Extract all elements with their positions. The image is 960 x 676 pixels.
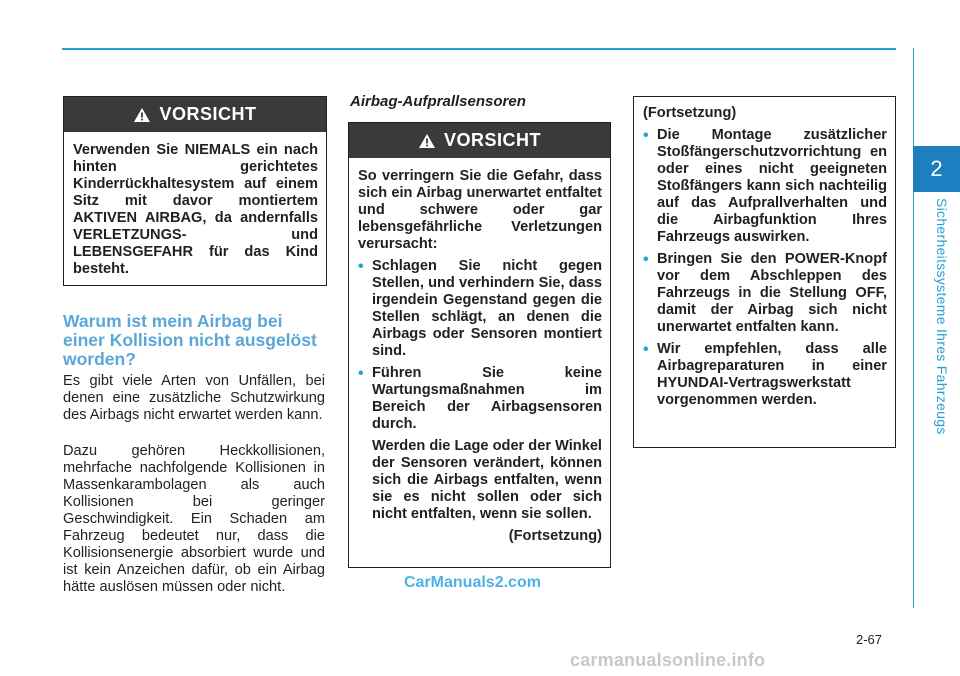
chapter-title: Sicherheitssysteme Ihres Fahrzeugs xyxy=(934,198,950,435)
bullet-item xyxy=(643,251,887,336)
paragraph-2: Dazu gehören Heckkollisionen, mehrfache nachfolgende Kollisionen in Massenkarambolagen als auch Kollisionen bei geringer Geschwindigkeit. Ein Schaden am Fahrzeug bedeutet nur, dass die Kollisionsenergie absorbiert wurde und ist kein Anzeichen dafür, ob ein Airbag hätte auslösen müssen oder nicht. xyxy=(63,443,325,595)
chapter-number-tab: 2 xyxy=(913,146,960,192)
watermark-link[interactable]: CarManuals2.com xyxy=(404,574,541,591)
bullet-icon: • xyxy=(358,365,364,382)
header-rule xyxy=(62,48,896,50)
caution-text: Verwenden Sie NIEMALS ein nach hinten gerichtetes Kinderrückhaltesystem auf einem Sitz mit davor montiertem AKTIVEN AIRBAG, da andernfalls VERLETZUNGS- und LEBENSGEFAHR für das Kind besteht. xyxy=(73,142,318,277)
continued-label: (Fortsetzung) xyxy=(508,528,602,544)
caution-title: VORSICHT xyxy=(443,130,541,150)
bullet-item xyxy=(358,365,602,433)
caution-intro: So verringern Sie die Gefahr, dass sich ein Airbag unerwartet entfaltet und schwere oder gar lebensgefährliche Verletzungen verursacht: xyxy=(358,168,602,252)
caution-box-left xyxy=(63,96,327,286)
paragraph-1: Es gibt viele Arten von Unfällen, bei denen eine zusätzliche Schutzwirkung des Airbags nicht erwartet werden kann. xyxy=(63,373,325,423)
bullet-item xyxy=(643,127,887,246)
bullet-text: Führen Sie keine Wartungsmaßnahmen im Bereich der Airbagsensoren durch. xyxy=(372,365,602,432)
bullet-icon: • xyxy=(358,258,364,275)
caution-box-middle xyxy=(348,122,611,568)
continuation-body xyxy=(634,97,895,417)
section-heading: Warum ist mein Airbag bei einer Kollision nicht ausgelöst worden? xyxy=(63,311,317,369)
bullet-text: Wir empfehlen, dass alle Airbagreparaturen in einer HYUNDAI-Vertragswerkstatt vorgenommen werden. xyxy=(657,341,887,408)
bullet-icon: • xyxy=(643,341,649,358)
bullet-icon: • xyxy=(643,127,649,144)
section-title: Airbag-Aufprallsensoren xyxy=(350,93,526,110)
page-number: 2-67 xyxy=(856,632,883,647)
warning-triangle-icon xyxy=(418,133,436,149)
bullet-icon: • xyxy=(643,251,649,268)
side-rule xyxy=(913,48,914,608)
caution-header xyxy=(349,123,610,158)
caution-header xyxy=(64,97,326,132)
bullet-item xyxy=(643,341,887,409)
site-watermark: carmanualsonline.info xyxy=(570,650,766,670)
bullet-item xyxy=(358,258,602,360)
bullet-text: Die Montage zusätzlicher Stoßfängerschutzvorrichtung en oder eines nicht geeigneten Stoßfängers kann sich nachteilig auf das Aufprallverhalten und die Airbagfunktion Ihres Fahrzeugs auswirken. xyxy=(657,127,887,245)
caution-note: Werden die Lage oder der Winkel der Sensoren verändert, können sich die Airbags entfalten, wenn sie es nicht sollen oder sich nicht entfalten, wenn sie sollen. xyxy=(372,438,602,522)
continued-label: (Fortsetzung) xyxy=(643,105,737,121)
warning-triangle-icon xyxy=(133,107,151,123)
bullet-text: Schlagen Sie nicht gegen Stellen, und verhindern Sie, dass irgendein Gegenstand gegen die Stellen schlägt, an denen die Airbags oder Sensoren montiert sind. xyxy=(372,258,602,359)
caution-body xyxy=(349,158,610,553)
caution-title: VORSICHT xyxy=(159,104,257,124)
bullet-text: Bringen Sie den POWER-Knopf vor dem Abschleppen des Fahrzeugs in die Stellung OFF, damit der Airbag sich nicht unerwartet entfalten kann. xyxy=(657,251,887,335)
continuation-box-right xyxy=(633,96,896,448)
